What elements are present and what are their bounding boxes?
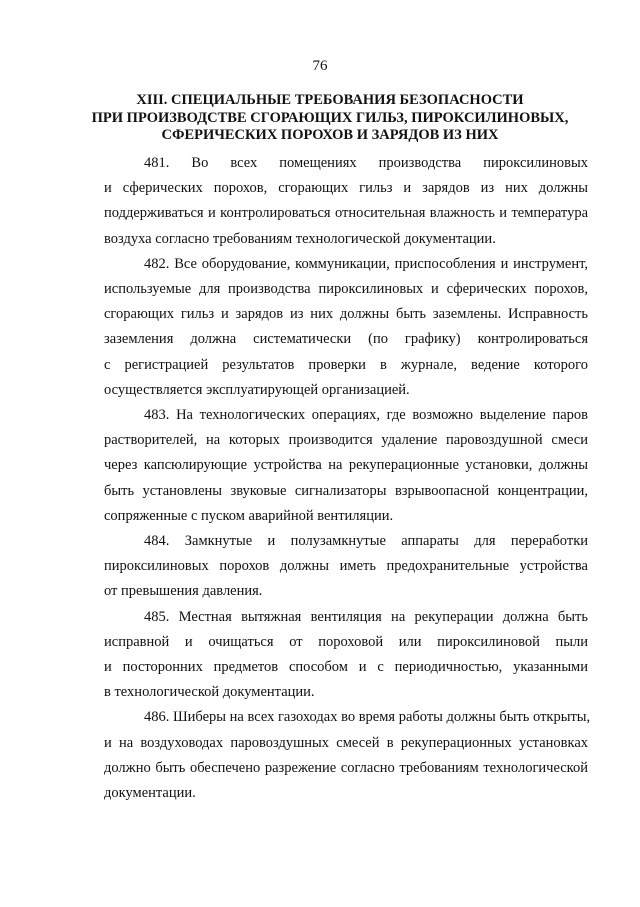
paragraph-line: растворителей, на которых производится удаление паровоздушной смеси [104,432,588,449]
paragraph-line: сопряженные с пуском аварийной вентиляции. [104,507,394,524]
paragraph-line: и сферических порохов, сгорающих гильз и зарядов из них должны [104,180,588,197]
paragraph-line: 481. Во всех помещениях производства пироксилиновых [144,155,588,171]
paragraph-line: пироксилиновых порохов должны иметь предохранительные устройства [104,558,588,575]
paragraph [104,705,591,806]
paragraph-line: должно быть обеспечено разрежение согласно требованиям технологической [104,759,588,776]
section-title-line: XIII. СПЕЦИАЛЬНЫЕ ТРЕБОВАНИЯ БЕЗОПАСНОСТИ [136,92,524,108]
paragraph-line: сгорающих гильз и зарядов из них должны быть заземлены. Исправность [104,306,588,323]
paragraph [104,151,588,252]
paragraph-line: 485. Местная вытяжная вентиляция на рекуперации должна быть [144,608,588,625]
paragraph [104,605,588,706]
paragraph-line: осуществляется эксплуатирующей организацией. [104,381,410,398]
section-title-line: СФЕРИЧЕСКИХ ПОРОХОВ И ЗАРЯДОВ ИЗ НИХ [161,127,499,143]
paragraph [104,529,588,605]
paragraph-line: быть установлены звуковые сигнализаторы взрывоопасной концентрации, [104,482,588,499]
paragraph-line: документации. [104,785,196,802]
paragraph-line: заземления должна систематически (по графику) контролироваться [104,331,588,348]
paragraph-line: и на воздуховодах паровоздушных смесей в рекуперационных установках [104,734,588,751]
paragraph-line: воздуха согласно требованиям технологической документации. [104,230,496,247]
paragraph-line: 483. На технологических операциях, где возможно выделение паров [144,407,588,424]
paragraph-line: 486. Шиберы на всех газоходах во время работы должны быть открыты, [144,709,591,726]
paragraph [104,252,588,403]
paragraph-line: через капсюлирующие устройства на рекуперационные установки, должны [104,457,588,474]
paragraph-line: исправной и очищаться от пороховой или пироксилиновой пыли [104,633,588,650]
page-number: 76 [312,58,328,74]
paragraph [104,403,588,529]
paragraph-line: 482. Все оборудование, коммуникации, приспособления и инструмент, [144,255,588,272]
section-title [60,92,600,145]
paragraph-line: в технологической документации. [104,684,315,701]
section-title-line: ПРИ ПРОИЗВОДСТВЕ СГОРАЮЩИХ ГИЛЬЗ, ПИРОКСИЛИНОВЫХ, [91,109,569,126]
paragraph-line: и посторонних предметов способом и с периодичностью, указанными [104,659,588,676]
paragraph-line: от превышения давления. [104,583,263,600]
document-body [104,151,591,806]
paragraph-line: используемые для производства пироксилиновых и сферических порохов, [104,281,588,298]
paragraph-line: 484. Замкнутые и полузамкнутые аппараты для переработки [144,533,588,550]
paragraph-line: с регистрацией результатов проверки в журнале, ведение которого [104,356,588,373]
paragraph-line: поддерживаться и контролироваться относительная влажность и температура [104,205,588,222]
